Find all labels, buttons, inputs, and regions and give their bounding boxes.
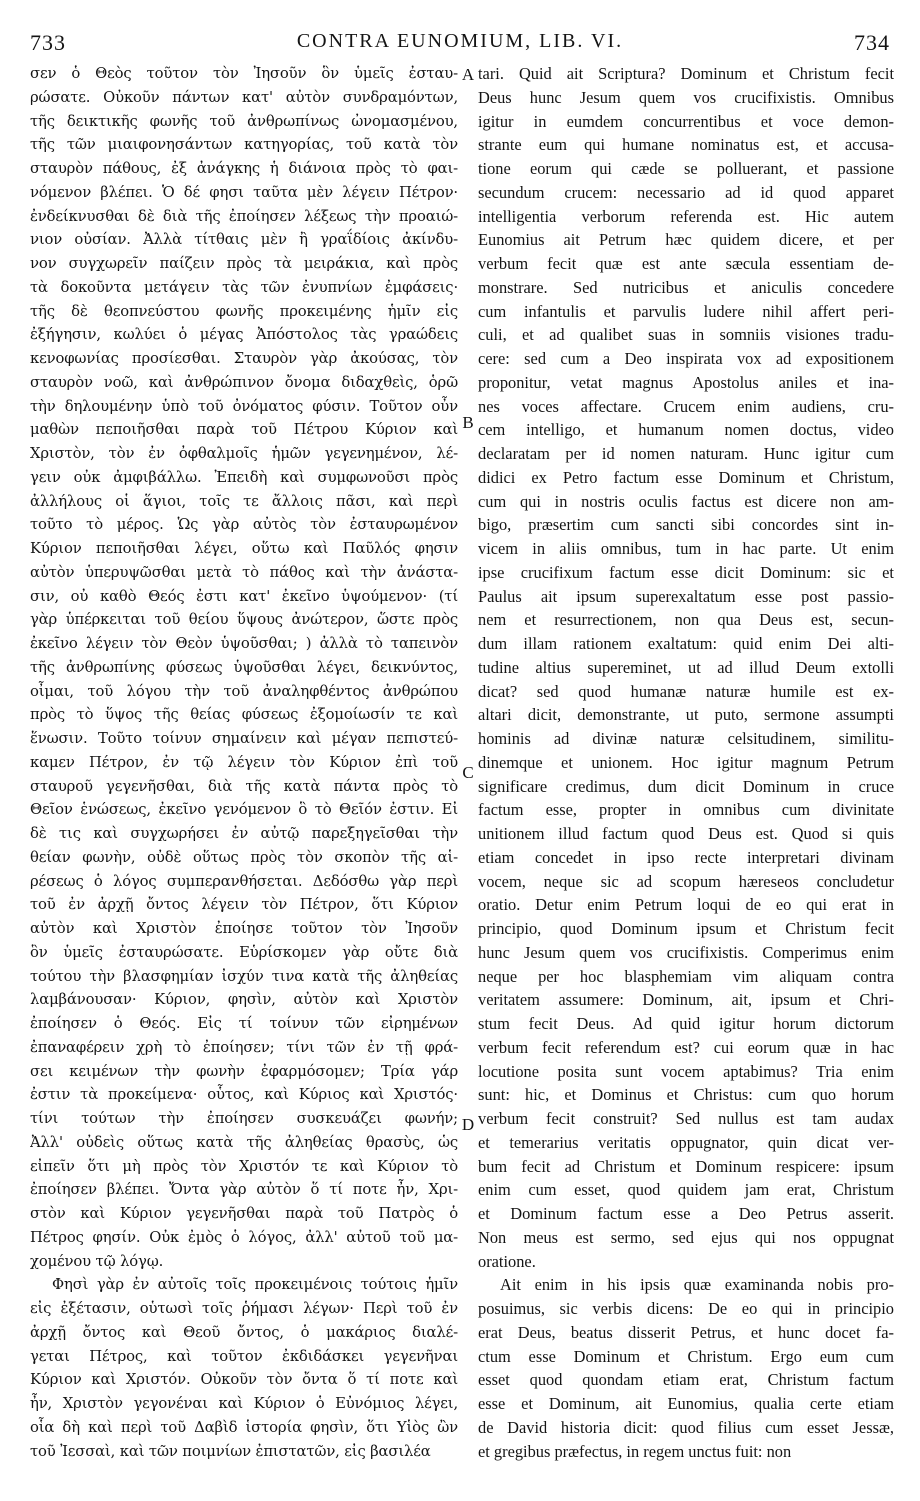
text-line: σταυροῦ γεγενῆσθαι, διὰ τῆς κατὰ πάντα πρὸς τὸ [30,777,458,795]
text-line: ipse crucifixum factum esse dicit Dominum: sic et [478,562,894,582]
text-line: ἦν, Χριστὸν γεγονέναι καὶ Κύριον ὁ Εὐνόμιος λέγει, [30,1395,458,1412]
text-line: νον συγχωρεῖν παίζειν πρὸς τὰ μειράκια, καὶ πρὸς [30,255,458,272]
text-line: οἶμαι, τοῦ λόγου τὴν τοῦ ἀναληφθέντος ἀνθρώπου [30,682,458,700]
text-line: ἀρχῇ ὄντος καὶ Θεοῦ ὄντος, ὁ μακάριος διαλέ- [30,1323,458,1341]
text-line: verbum fecit quæ est ante sæcula essentiam de- [478,254,894,273]
text-line: oratione. [478,1251,536,1271]
running-header [30,30,890,60]
page-number-right: 734 [854,30,890,55]
text-line: νιον οὐσίαν. Ἀλλὰ τίτθαις μὲν ἢ γραΐδίοις ἀκίνδυ- [30,231,458,249]
text-line: Κύριον πεποιῆσθαι λέγει, οὕτω καὶ Παῦλός φησιν [30,540,458,557]
text-line: erat Deus, beatus disserit Petrus, et hunc docet fa- [478,1322,894,1342]
text-line: proponitur, vetat magnus Apostolus aniles et ina- [478,372,894,392]
text-line: τίνι τούτων τὴν ἐποίησεν συσκευάζει φωνήν; [30,1110,458,1127]
text-line: σεν ὁ Θεὸς τοῦτον τὸν Ἰησοῦν ὃν ὑμεῖς ἐσταυ- [30,65,458,82]
text-line: nes voces affectare. Crucem enim audiens, cru- [478,396,894,416]
text-line: σιν, οὐ καθὸ Θεός ἐστι κατ' ἐκεῖνο ὑψούμενον· (τί [30,587,458,605]
text-line: tudine altius supereminet, ut ad illud Deum extolli [478,657,894,677]
text-line: et temerarius veritatis oppugnator, quin dicat ver- [478,1132,894,1152]
text-line: tione eorum qui cæde se polluerant, et passione [478,159,894,178]
text-line: στὸν καὶ Κύριον γεγενῆσθαι παρὰ τοῦ Πατρὸς ὁ [30,1205,458,1222]
margin-letter-c: C [462,763,474,782]
text-line: unitionem illud factum quod Deus est. Quod si quis [478,824,894,843]
text-line: ἕνωσιν. Τοῦτο τοίνυν σημαίνειν καὶ μέγαν πεπιστεύ- [30,730,458,747]
text-line: γειν οὐκ ἀμφιβάλλω. Ἐπειδὴ καὶ συμφωνοῦσι πρὸς [30,468,458,486]
text-line: nem et resurrectionem, non qua Deus est, secun- [478,610,894,630]
text-line: σει κειμένων τὴν φωνὴν ἐφαρμόσομεν; Τρία γάρ [30,1062,458,1080]
text-line: τούτου τὴν βλασφημίαν ἰσχύν τινα κατὰ τῆς ἀληθείας [30,967,458,985]
text-line: intelligentia verborum referenda est. Hic autem [478,206,894,226]
text-line: cum infantulis et parvulis ludere nihil affert peri- [478,301,894,321]
text-line: significare credimus, dum dicit Dominum in cruce [478,776,894,796]
text-line: cum qui in nostris oculis factus est dicere non am- [478,491,894,511]
text-line: neque per hoc blasphemiam vim aliquam contra [478,966,894,986]
text-line: τοῦ ἐν ἀρχῇ ὄντος λέγειν τὸν Πέτρον, ὅτι Κύριον [30,896,458,914]
text-line: τῆς ἀνθρωπίνης φύσεως ὑψοῦσθαι λέγει, δεικνύντος, [30,658,458,676]
text-line: ρώσατε. Οὐκοῦν πάντων κατ' αὐτὸν συνδραμόντων, [30,88,458,106]
text-line: Κύριον καὶ Χριστόν. Οὐκοῦν τὸν ὄντα ὅ τί ποτε καὶ [30,1371,458,1389]
text-line: secundum crucem: necessario ad id quod apparet [478,182,894,202]
text-line: culi, et ad qualibet suas in somniis visiones tradu- [478,325,894,345]
text-line: bum fecit ad Christum et Dominum respicere: ipsum [478,1156,894,1176]
text-line: ἐκεῖνο λέγειν τὸν Θεὸν ὑψοῦσθαι; ) ἀλλὰ τὸ ταπεινὸν [30,635,458,652]
text-line: τῆς δὲ θεοπνεύστου φωνῆς προκειμένης ἡμῖν εἰς [30,302,458,320]
text-line: λαμβάνουσαν· Κύριον, φησὶν, αὐτὸν καὶ Χριστὸν [30,991,458,1009]
text-line: ὃν ὑμεῖς ἐσταυρώσατε. Εὑρίσκομεν γὰρ οὔτε διὰ [30,943,458,961]
text-line: cem intelligo, et humanum nomen doctus, video [478,420,894,440]
text-line: stum fecit Deus. Ad quid igitur horum dictorum [478,1014,894,1033]
text-line: ἐνδείκνυσθαι δὲ διὰ τῆς ἐποίησεν λέξεως τὴν προαιώ- [30,207,458,225]
text-line: Eunomius ait Petrum hæc quidem dicere, et per [478,230,894,250]
margin-letter-a: A [461,65,475,84]
text-line: τῆς τῶν μιαιφονησάντων κατηγορίας, τοῦ κατὰ τὸν [30,136,458,154]
text-line: ἀλλήλους οἱ ἅγιοι, τοῖς τε ἄλλοις πᾶσι, καὶ περὶ [30,492,458,510]
text-line: Πέτρος φησίν. Οὐκ ἐμὸς ὁ λόγος, ἀλλ' αὐτοῦ τοῦ μα- [30,1228,458,1246]
running-title: CONTRA EUNOMIUM, LIB. VI. [296,30,624,52]
text-line: δὲ τις καὶ συγχωρήσει ἐν αὐτῷ παρεξηγεῖσθαι τὴν [30,825,458,842]
text-line: τοῦτο τὸ μέρος. Ὡς γὰρ αὐτὸς τὸν ἐσταυρωμένον [30,516,458,534]
text-line: τὴν δηλουμένην ὑπὸ τοῦ ὀνόματος φύσιν. Τοῦτον οὖν [30,397,458,415]
text-line: ἐποίησεν βλέπει. Ὄντα γὰρ αὐτὸν ὅ τί ποτε ἦν, Χρι- [30,1181,458,1199]
text-line: etiam concedet in ipso recte interpretari divinam [478,847,894,867]
text-line: νόμενον βλέπει. Ὁ δέ φησι ταῦτα μὲν λέγειν Πέτρον· [30,183,458,201]
text-line: vicem in aliis omnibus, tum in hac parte. Ut enim [478,539,894,558]
text-line: θείαν φωνὴν, οὐδὲ οὕτως πρὸς τὸν σκοπὸν τῆς αἱ- [30,848,458,866]
text-line: de David historia dicit: quod filius cum esset Jessæ, [478,1417,894,1437]
text-line: posuimus, sic verbis dicens: De eo qui in principio [478,1299,894,1318]
text-line: didici ex Petro factum esse Dominum et Christum, [478,467,894,487]
text-line: esse et Dominum, ait Eunomius, qualia certe etiam [478,1394,894,1413]
text-line: καμεν Πέτρον, ἐν τῷ λέγειν τὸν Κύριον ἐπὶ τοῦ [30,753,458,771]
text-line: Φησὶ γὰρ ἐν αὐτοῖς τοῖς προκειμένοις τούτοις ἡμῖν [52,1276,458,1294]
text-line: οἷα δὴ καὶ περὶ τοῦ Δαβὶδ ἱστορία φησὶν, ὅτι Υἱὸς ὢν [30,1418,458,1436]
text-line: et gregibus præfectus, in regem unctus fuit: non [478,1441,792,1461]
text-line: εἰς ἐξέτασιν, οὑτωσὶ τοῖς ῥήμασι λέγων· Περὶ τοῦ ἐν [30,1300,458,1317]
greek-column [30,62,458,1463]
text-line: Paulus ait ipsum superexaltatum esse post passio- [478,586,894,606]
text-line: sunt: hic, et Dominus et Christus: cum quo horum [478,1085,894,1105]
text-line: principio, quod Dominum ipsum et Christum fecit [478,919,894,938]
text-line: αὐτὸν καὶ Χριστὸν ἐποίησε τοῦτον τὸν Ἰησοῦν [30,920,458,937]
text-line: dinemque et unionem. Hoc igitur magnum Petrum [478,752,894,772]
text-line: declaratam per id nomen naturam. Hunc igitur cum [478,444,894,463]
latin-column [478,62,894,1463]
text-line: Θεῖον ἑνώσεως, ἐκεῖνο γενόμενον ὃ τὸ Θεῖόν ἐστιν. Εἰ [30,801,458,819]
text-line: esset quod quondam etiam erat, Christum factum [478,1370,894,1390]
text-line: monstrare. Sed nutricibus et aniculis concedere [478,277,894,297]
text-line: σταυρὸν πάθους, ἐξ ἀνάγκης ἡ διάνοια πρὸς τὸ φαι- [30,160,458,177]
text-line: igitur in eumdem concurrentibus et voce demon- [478,111,894,131]
text-line: ctum esse Dominum et Christum. Ergo eum cum [478,1346,894,1366]
text-line: bigo, præsertim cum sancti sibi concordes sint in- [478,515,894,535]
text-line: Deus hunc Jesum quem vos crucifixistis. Omnibus [478,87,894,107]
text-line: ἐπαναφέρειν χρὴ τὸ ἐποίησεν; τίνι τῶν ἐν τῇ φρά- [30,1038,458,1056]
text-line: ἐξήγησιν, κωλύει ὁ μέγας Ἀπόστολος τὰς γραώδεις [30,326,458,344]
text-line: εἰπεῖν ὅτι μὴ πρὸς τὸν Χριστόν τε καὶ Κύριον τὸ [30,1157,458,1175]
text-line: enim cum esset, quod quidem jam erat, Christum [478,1180,894,1200]
text-line: hunc Jesum quem vos crucifixistis. Comperimus enim [478,942,894,962]
text-line: ρέσεως ὁ λόγος συμπερανθήσεται. Δεδόσθω γὰρ περὶ [30,872,458,890]
text-line: verbum fecit referendum est? cui eorum quæ in hac [478,1037,894,1057]
text-line: Χριστὸν, τὸν ἐν ὀφθαλμοῖς ἡμῶν γεγενημένον, λέ- [30,445,458,462]
margin-letter-b: B [462,413,474,432]
text-line: μαθὼν πεποιῆσθαι παρὰ τοῦ Πέτρου Κύριον καὶ [30,421,458,439]
text-line: dicat? sed quod humanæ naturæ humile est ex- [478,681,894,701]
text-line: κενοφωνίας προσίεσθαι. Σταυρὸν γὰρ ἀκούσας, τὸν [30,350,458,367]
text-line: cere: sed cum a Deo inspirata vox ad expositionem [478,349,894,368]
text-line: altari dicit, demonstrante, ut puto, sermone assumpti [478,705,894,725]
text-line: tari. Quid ait Scriptura? Dominum et Christum fecit [478,64,894,83]
text-line: πρὸς τὸ ὕψος τῆς θείας φύσεως ἐξομοίωσίν τε καὶ [30,706,458,724]
text-line: γὰρ ὑπέρκειται τοῦ θείου ὕψους ἀνώτερον, ὥστε πρὸς [30,611,458,629]
text-line: Non meus est sermo, sed ejus qui nos oppugnat [478,1227,894,1247]
text-line: τῆς δεικτικῆς φωνῆς τοῦ ἀνθρωπίνως ὠνομασμένου, [30,112,458,130]
text-line: ἐστιν τὰ προκείμενα· οὗτος, καὶ Κύριος καὶ Χριστός· [30,1086,458,1104]
text-line: dum illam rationem exaltatum: quid enim Dei alti- [478,634,894,653]
text-line: verbum fecit construit? Sed nullus est tam audax [478,1109,894,1128]
text-line: Ait enim in his ipsis quæ examinanda nobis pro- [500,1275,894,1295]
text-line: γεται Πέτρος, καὶ τοῦτον ἐκδιδάσκει γεγενῆναι [30,1347,458,1365]
text-line: veritatem assumere: Dominum, ait, ipsum et Chri- [478,990,894,1010]
text-line: Ἀλλ' οὐδεὶς οὕτως κατὰ τῆς ἀληθείας θρασὺς, ὡς [30,1133,458,1151]
margin-letter-d: D [461,1115,475,1134]
text-line: χομένου τῷ λόγῳ. [30,1252,164,1270]
text-line: locutione posita sunt vocem aptabimus? Tria enim [478,1061,894,1081]
text-line: oratio. Detur enim Petrum loqui de eo qui erat in [478,895,894,915]
text-line: strante eum qui humane nominatus est, et accusa- [478,135,894,155]
text-line: factum esse, propter in omnibus cum divinitate [478,800,894,820]
text-line: σταυρὸν νοῶ, καὶ ἀνθρώπινον ὄνομα διδαχθεὶς, ὁρῶ [30,373,458,391]
text-line: hominis ad divinæ naturæ celsitudinem, similitu- [478,729,894,748]
text-line: vocem, neque sic ad scopum hæreseos concludetur [478,871,894,891]
text-line: et Dominum factum esse a Deo Petrus asserit. [478,1204,894,1223]
text-line: τοῦ Ἰεσσαὶ, καὶ τῶν ποιμνίων ἐπιστατῶν, εἰς βασιλέα [30,1442,431,1460]
text-line: αὐτὸν ὑπερυψῶσθαι μετὰ τὸ πάθος καὶ τὴν ἀνάστα- [30,563,458,581]
text-line: τὰ δοκοῦντα μετάγειν τὰς τῶν ἐνυπνίων ἐμφάσεις· [30,278,458,296]
text-line: ἐποίησεν ὁ Θεός. Εἰς τί τοίνυν τῶν εἰρημένων [30,1015,458,1032]
page-number-left: 733 [30,30,66,55]
